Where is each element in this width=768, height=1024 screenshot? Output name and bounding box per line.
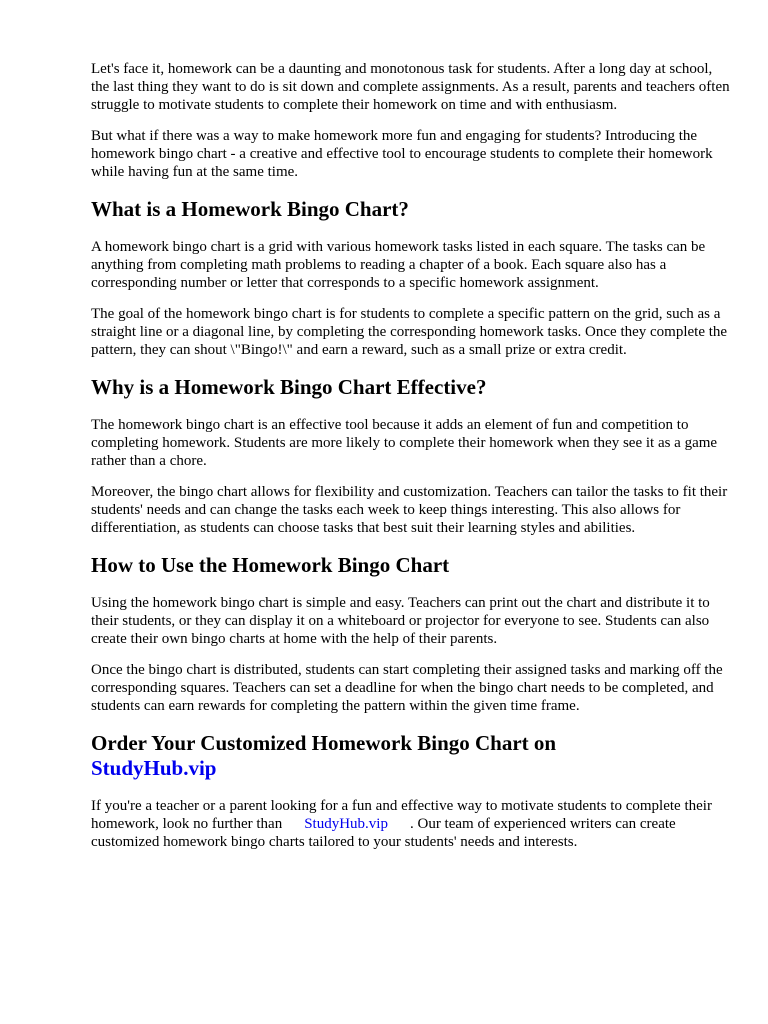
order-paragraph-text-after: . Our team of experienced writers can create customized homework bingo charts tailored to your students' needs and interests. — [91, 816, 676, 850]
why-effective-paragraph-2: Moreover, the bingo chart allows for flexibility and customization. Teachers can tailor the tasks to fit their students' needs and can change the tasks each week to keep things interesting. This also allows for differentiation, as students can choose tasks that best suit their learning styles and abilities. — [91, 484, 728, 536]
intro-paragraph-2: But what if there was a way to make homework more fun and engaging for students? Introducing the homework bingo chart - a creative and effective tool to encourage students to complete their homework while having fun at the same time. — [91, 128, 713, 180]
how-to-use-paragraph-2: Once the bingo chart is distributed, students can start completing their assigned tasks and marking off the corresponding squares. Teachers can set a deadline for when the bingo chart needs to be completed, and students can earn rewards for completing the pattern within the given time frame. — [91, 662, 723, 714]
what-is-paragraph-2: The goal of the homework bingo chart is for students to complete a specific pattern on the grid, such as a straight line or a diagonal line, by completing the corresponding homework tasks. Once they complete the pattern, they can shout \"Bingo!\" and earn a reward, such as a small prize or extra credit. — [91, 306, 728, 358]
order-paragraph-studyhub-link[interactable]: StudyHub.vip — [304, 816, 388, 832]
section-heading-what-is: What is a Homework Bingo Chart? — [91, 197, 409, 221]
document-page — [91, 60, 731, 864]
order-heading-studyhub-link[interactable]: StudyHub.vip — [91, 756, 217, 780]
why-effective-paragraph-1: The homework bingo chart is an effective tool because it adds an element of fun and competition to completing homework. Students are more likely to complete their homework when they see it as a game rather than a chore. — [91, 417, 718, 469]
what-is-paragraph-1: A homework bingo chart is a grid with various homework tasks listed in each square. The tasks can be anything from completing math problems to reading a chapter of a book. Each square also has a corresponding number or letter that corresponds to a specific homework assignment. — [91, 239, 706, 291]
section-heading-order — [91, 731, 731, 781]
order-paragraph-text-before: If you're a teacher or a parent looking for a fun and effective way to motivate students to complete their homework, look no further than — [91, 798, 712, 832]
intro-paragraph-1: Let's face it, homework can be a daunting and monotonous task for students. After a long day at school, the last thing they want to do is sit down and complete assignments. As a result, parents and teachers often struggle to motivate students to complete their homework on time and with enthusiasm. — [91, 61, 730, 113]
section-heading-how-to-use: How to Use the Homework Bingo Chart — [91, 553, 450, 577]
how-to-use-paragraph-1: Using the homework bingo chart is simple and easy. Teachers can print out the chart and distribute it to their students, or they can display it on a whiteboard or projector for everyone to see. Students can also create their own bingo charts at home with the help of their parents. — [91, 595, 710, 647]
order-heading-text: Order Your Customized Homework Bingo Chart on — [91, 731, 557, 755]
order-paragraph-1 — [91, 797, 731, 851]
section-heading-why-effective: Why is a Homework Bingo Chart Effective? — [91, 375, 487, 399]
